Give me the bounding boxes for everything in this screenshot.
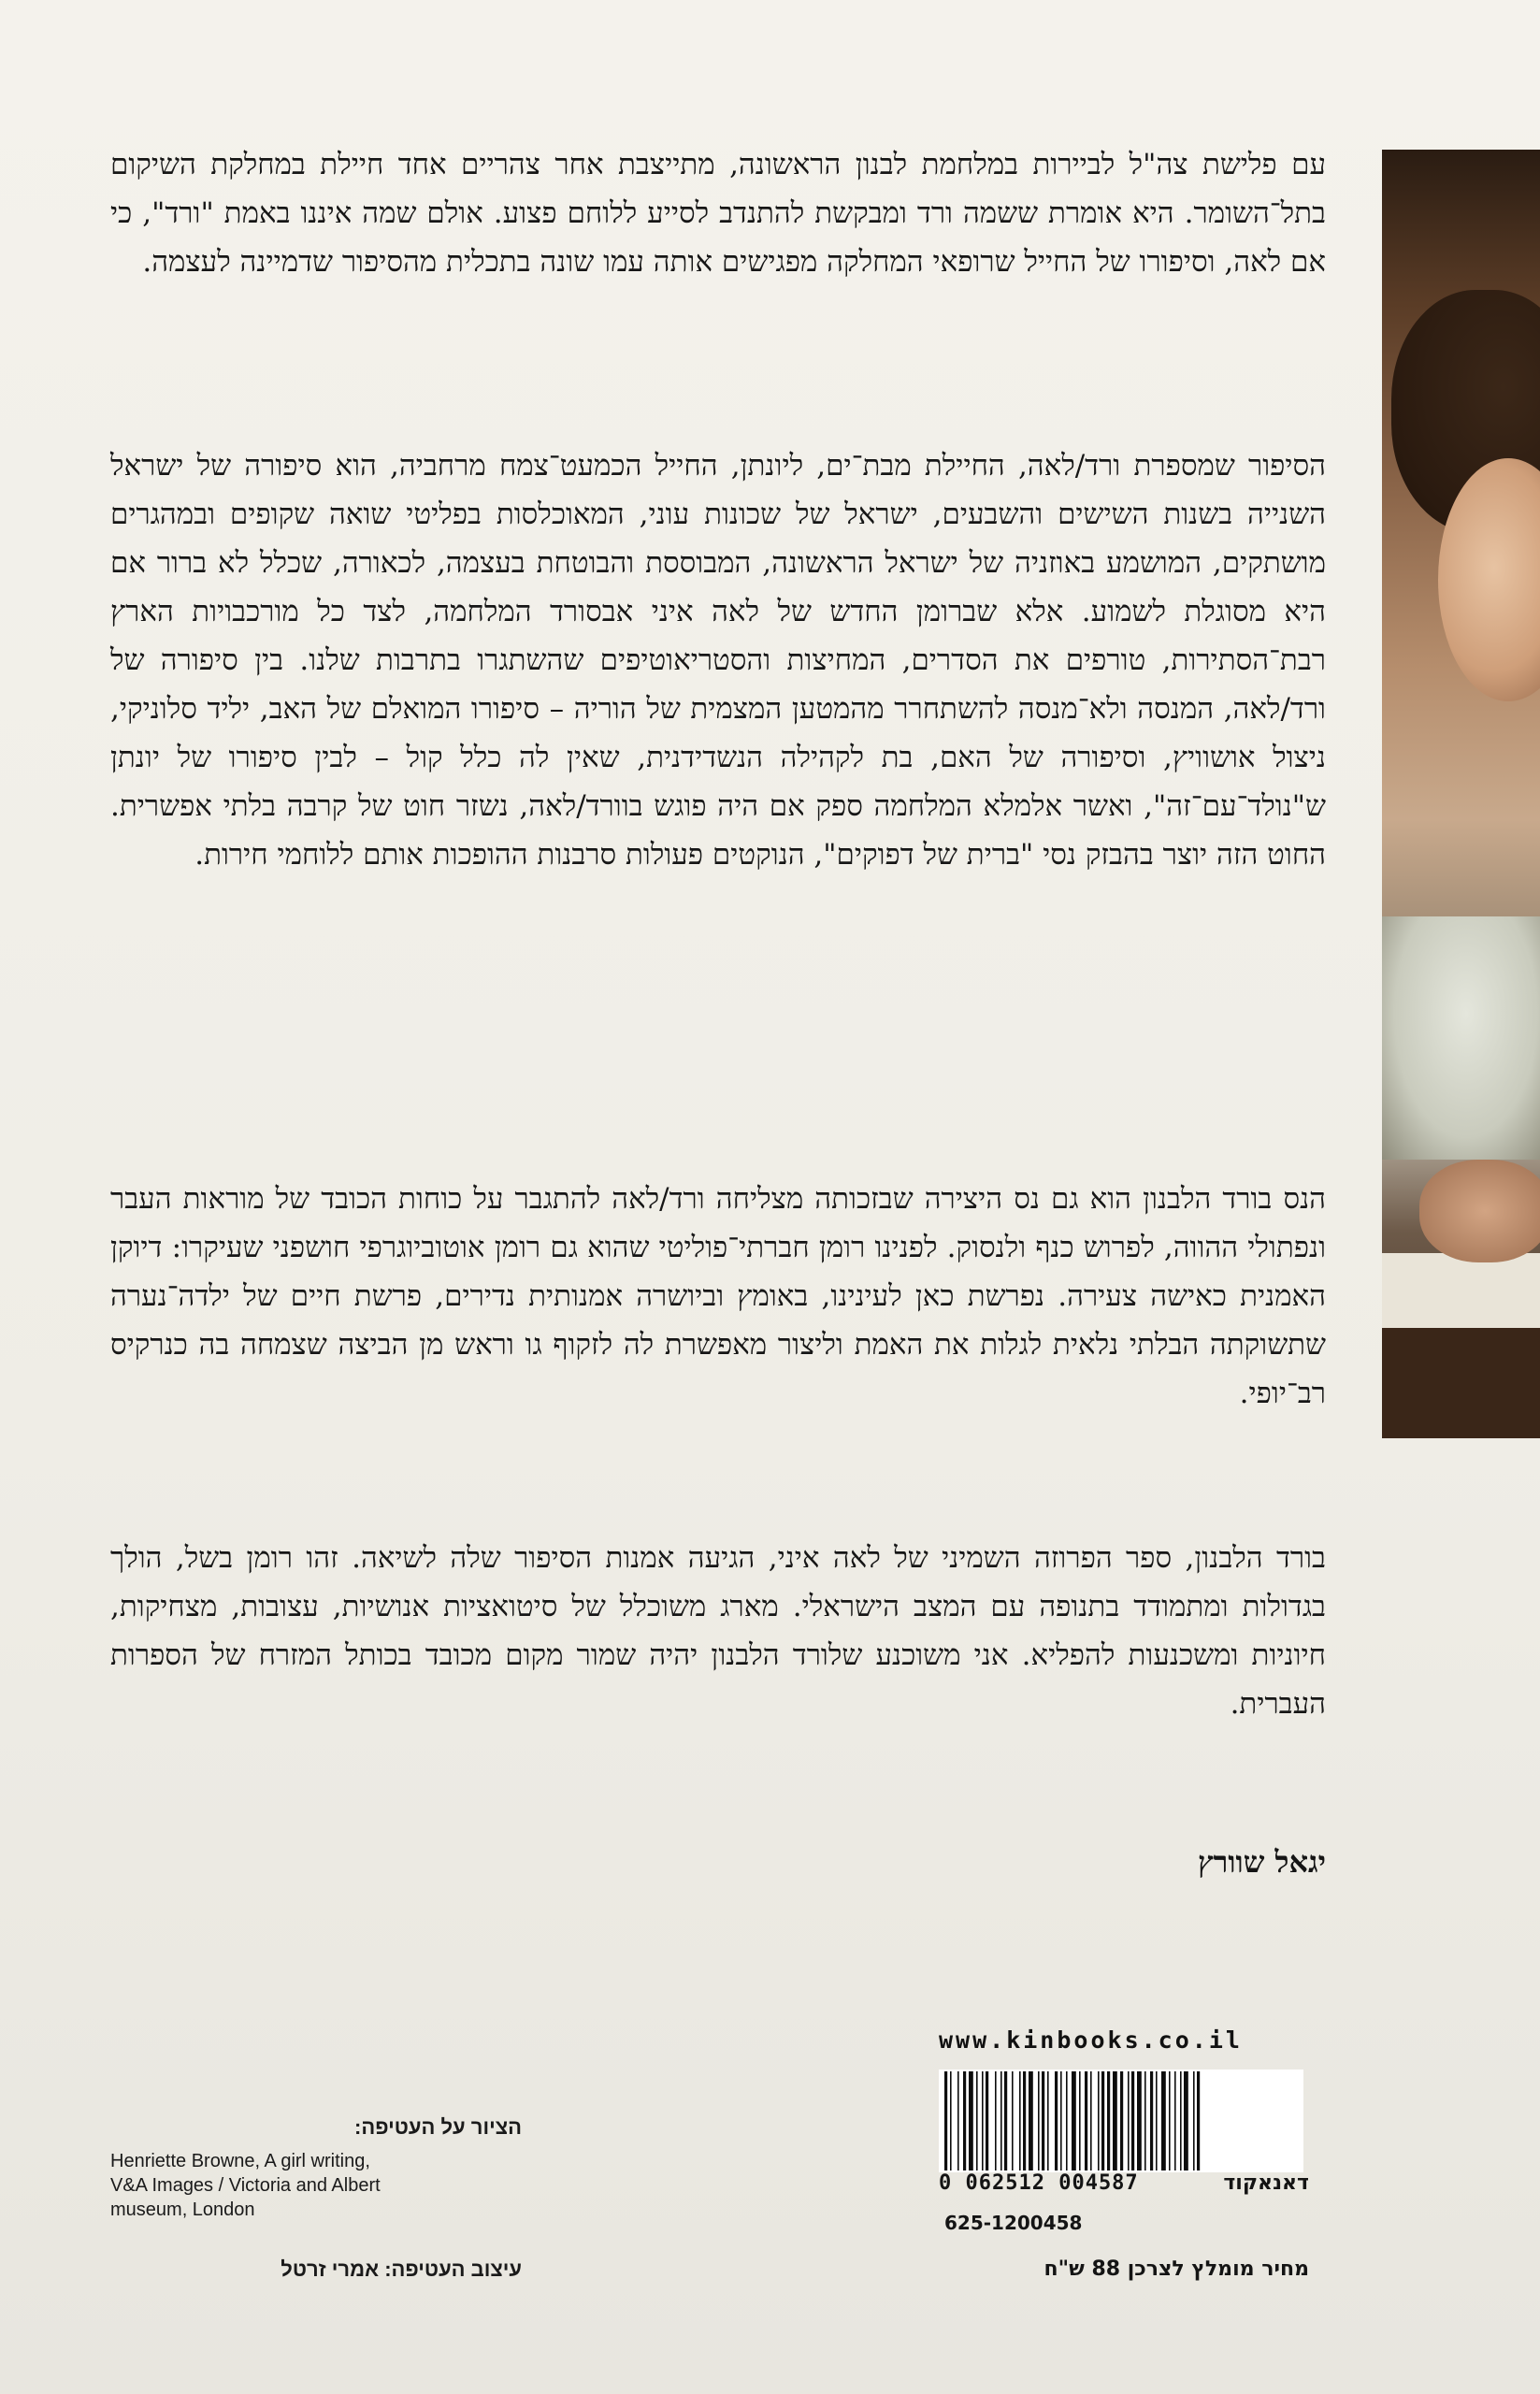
painting-paper [1382, 1253, 1540, 1337]
painting-table [1382, 1328, 1540, 1438]
barcode-bar [1042, 2071, 1044, 2170]
barcode-bar [1055, 2071, 1058, 2170]
barcode-bar [1150, 2071, 1153, 2170]
barcode-bar [1072, 2071, 1076, 2170]
barcode-label: דאנאקוד [1223, 2171, 1309, 2195]
barcode-bar [1066, 2071, 1068, 2170]
barcode-bar [1180, 2071, 1182, 2170]
barcode-bar [1193, 2071, 1195, 2170]
barcode-bar [1029, 2071, 1033, 2170]
barcode-bar [969, 2071, 973, 2170]
painting-hand [1419, 1160, 1540, 1262]
blurb-paragraph-3 [110, 1175, 1326, 1418]
barcode-bar [976, 2071, 978, 2170]
signature: יגאל שוורץ [1197, 1844, 1326, 1880]
barcode-bar [944, 2071, 947, 2170]
credit-line: museum, London [110, 2199, 255, 2220]
credit-line: V&A Images / Victoria and Albert [110, 2175, 381, 2196]
blurb-paragraph-2 [110, 441, 1326, 879]
cover-credit-heading: הציור על העטיפה: [354, 2115, 522, 2139]
blurb-paragraph-4 [110, 1534, 1326, 1728]
barcode-bar [986, 2071, 988, 2170]
price-text: מחיר מומלץ לצרכן 88 ש"ח [1043, 2257, 1309, 2281]
barcode-digits: 0 062512 004587 [939, 2171, 1139, 2195]
barcode-bar [950, 2071, 952, 2170]
barcode-bar [1101, 2071, 1104, 2170]
barcode [939, 2070, 1303, 2172]
barcode-bar [1197, 2071, 1200, 2170]
painting-sleeve [1382, 916, 1540, 1160]
barcode-bar [1161, 2071, 1166, 2170]
catalog-number: 625-1200458 [944, 2212, 1083, 2234]
barcode-bar [1023, 2071, 1026, 2170]
barcode-bar [1131, 2071, 1134, 2170]
publisher-url: www.kinbooks.co.il [939, 2026, 1243, 2054]
barcode-bar [963, 2071, 966, 2170]
barcode-bar [1098, 2071, 1100, 2170]
cover-design-credit: עיצוב העטיפה: אמרי זרטל [281, 2257, 522, 2281]
barcode-caption [939, 2171, 1309, 2195]
barcode-bar [1137, 2071, 1142, 2170]
barcode-bar [1090, 2071, 1092, 2170]
paragraph-text: עם פלישת צה"ל לביירות במלחמת לבנון הראשונה, מתייצבת אחר צהריים אחד חיילת במחלקת השיקום בתל־השומר. היא אומרת ששמה ורד ומבקשת להתנדב לסייע ללוחם פצוע. אולם שמה איננו באמת "ורד", כי אם לאה, וסיפורו של החייל שרופאי המחלקה מפגישים אותה עמו שונה בתכלית מהסיפור שדמיינה לעצמה. [110, 148, 1326, 279]
barcode-bar [995, 2071, 997, 2170]
barcode-bar [957, 2071, 959, 2170]
barcode-bar [1184, 2071, 1188, 2170]
paragraph-text: הסיפור שמספרת ורד/לאה, החיילת מבת־ים, ליונתן, החייל הכמעט־צמח מרחביה, הוא סיפורה של ישראל השנייה בשנות השישים והשבעים, ישראל של שכונות עוני, המאוכלסות בפליטי שואה שקופים ובמהגרים מושתקים, המושמע באוזניה של ישראל הראשונה, המבוססת והבוטחת בעצמה, לכאורה, שכלל לא ברור אם היא מסוגלת לשמוע. אלא שברומן החדש של לאה איני אבסורד המלחמה, לצד כל מורכבויות הארץ רבת־הסתירות, טורפים את הסדרים, המחיצות והסטריאוטיפים שהשתגרו בתרבות שלנו. בין סיפורה של ורד/לאה, המנסה ולא־מנסה להשתחרר מהמטען המצמית של הוריה – סיפורו המואלם של האב, יליד סלוניקי, ניצול אושוויץ, וסיפורה של האם, בת לקהילה הנשדידנית, שאין לה כלל קול – לבין סיפורו של יונתן ש"נולד־עם־זה", ואשר אלמלא המלחמה ספק אם היה פוגש בוורד/לאה, נשזר חוט של קרבה בלתי אפשרית. החוט הזה יוצר בהבזק נסי "ברית של דפוקים", הנוקטים פעולות סרבנות ההופכות אותם ללוחמי חירות. [110, 449, 1326, 872]
barcode-bar [1107, 2071, 1110, 2170]
barcode-bar [1079, 2071, 1081, 2170]
barcode-bar [1047, 2071, 1049, 2170]
paragraph-text: הנס בורד הלבנון הוא גם נס היצירה שבזכותה מצליחה ורד/לאה להתגבר על כוחות הכובד של מוראות העבר ונפתולי ההווה, לפרוש כנף ולנסוק. לפנינו רומן חברתי־פוליטי שהוא גם רומן אוטוביוגרפי חושפני שעיקרו: דיוקן האמנית כאישה צעירה. נפרשת כאן לעינינו, באומץ וביושרה אמנותית נדירים, פרשת חיים של ילדה־נערה שתשוקתה הבלתי נלאית לגלות את האמת וליצור מאפשרת לה לזקוף גו וראש מן הביצה שצמחה בה כנרקיס רב־יופי. [110, 1182, 1326, 1410]
paragraph-text: בורד הלבנון, ספר הפרוזה השמיני של לאה איני, הגיעה אמנות הסיפור שלה לשיאה. זהו רומן בשל, הולך בגדולות ומתמודד בתנופה עם המצב הישראלי. מארג משוכלל של סיטואציות אנושיות, עצובות, מצחיקות, חיוניות ומשכנעות להפליא. אני משוכנע שלורד הלבנון יהיה שמור מקום מכובד בכותל המזרח של הספרות העברית. [110, 1541, 1326, 1721]
barcode-bar [1019, 2071, 1021, 2170]
barcode-bar [1144, 2071, 1146, 2170]
barcode-bar [1038, 2071, 1040, 2170]
blurb-paragraph-1 [110, 140, 1326, 286]
barcode-bar [982, 2071, 984, 2170]
barcode-bar [1012, 2071, 1014, 2170]
barcode-bar [1060, 2071, 1062, 2170]
barcode-bar [1174, 2071, 1176, 2170]
barcode-bar [1169, 2071, 1171, 2170]
barcode-bar [1120, 2071, 1123, 2170]
barcode-bar [1000, 2071, 1002, 2170]
barcode-bar [1085, 2071, 1087, 2170]
barcode-bar [1128, 2071, 1130, 2170]
credit-line: Henriette Browne, A girl writing, [110, 2151, 370, 2171]
barcode-bar [1113, 2071, 1117, 2170]
cover-painting-image [1382, 150, 1540, 1438]
barcode-bar [1004, 2071, 1007, 2170]
barcode-bar [1156, 2071, 1158, 2170]
cover-credit-lines [110, 2149, 522, 2222]
